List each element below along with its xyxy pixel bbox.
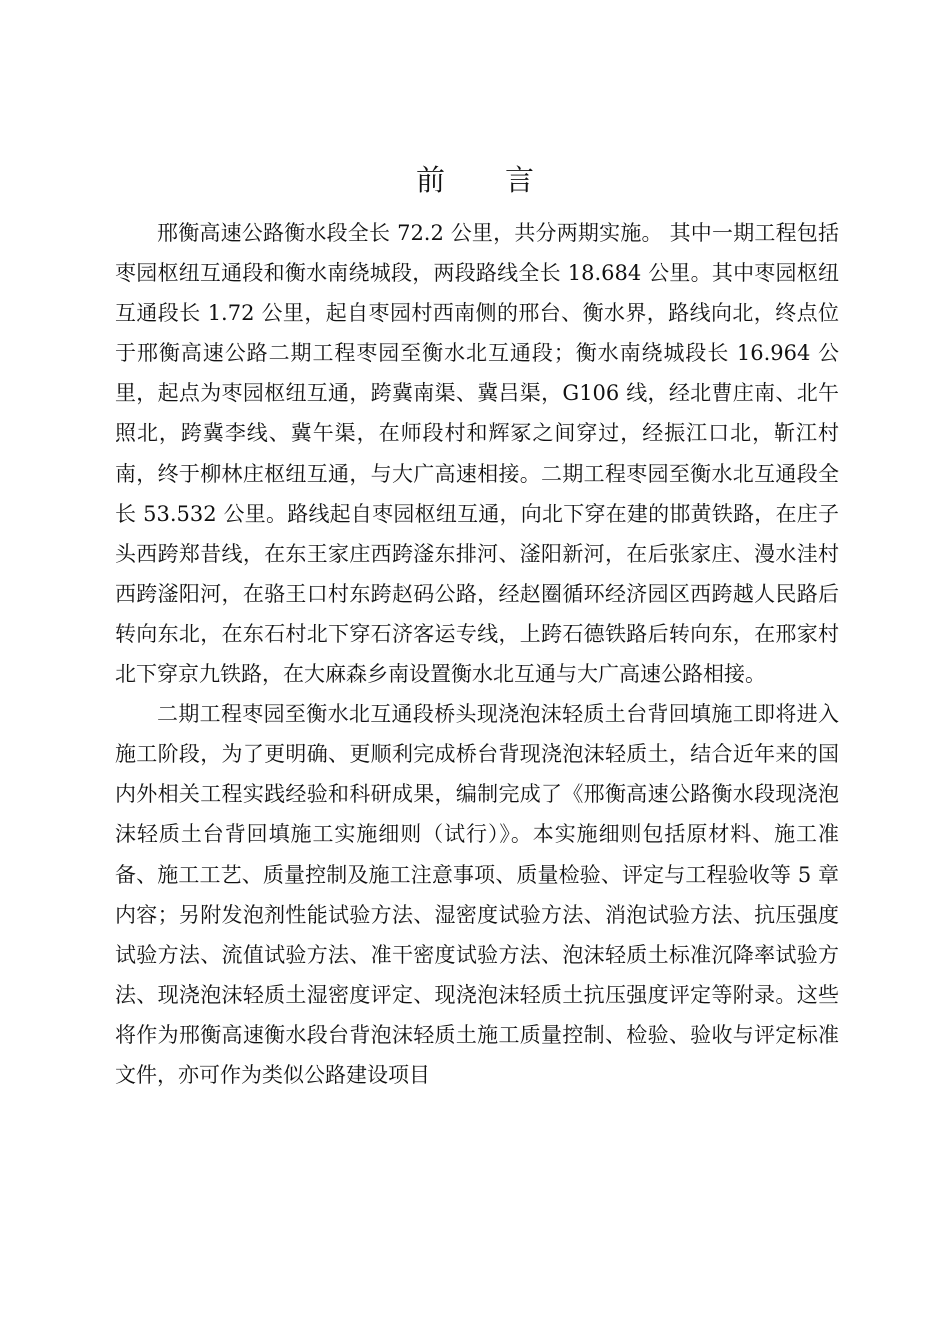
title-char-2: 言 (505, 163, 535, 197)
paragraph-2: 二期工程枣园至衡水北互通段桥头现浇泡沫轻质土台背回填施工即将进入施工阶段，为了更明确、更顺利完成桥台背现浇泡沫轻质土，结合近年来的国内外相关工程实践经验和科研成果，编制完成了《邢衡高速公路衡水段现浇泡沫轻质土台背回填施工实施细则（试行）》。本实施细则包括原材料、施工准备、施工工艺、质量控制及施工注意事项、质量检验、评定与工程验收等 5 章内容；另附发泡剂性能试验方法、湿密度试验方法、消泡试验方法、抗压强度试验方法、流值试验方法、准干密度试验方法、泡沫轻质土标准沉降率试验方法、现浇泡沫轻质土湿密度评定、现浇泡沫轻质土抗压强度评定等附录。这些将作为邢衡高速衡水段台背泡沫轻质土施工质量控制、检验、验收与评定标准文件，亦可作为类似公路建设项目 (115, 702, 839, 1087)
title-char-1: 前 (415, 163, 445, 197)
body-text (115, 213, 839, 1095)
paragraph-1: 邢衡高速公路衡水段全长 72.2 公里，共分两期实施。 其中一期工程包括枣园枢纽互通段和衡水南绕城段，两段路线全长 18.684 公里。其中枣园枢纽互通段长 1.72 公里，起自枣园村西南侧的邢台、衡水界，路线向北，终点位于邢衡高速公路二期工程枣园至衡水北互通段；衡水南绕城段长 16.964 公里，起点为枣园枢纽互通，跨冀南渠、冀吕渠，G106 线，经北曹庄南、北午照北，跨冀李线、冀午渠，在师段村和辉冢之间穿过，经振江口北，靳江村南，终于柳林庄枢纽互通，与大广高速相接。二期工程枣园至衡水北互通段全长 53.532 公里。路线起自枣园枢纽互通，向北下穿在建的邯黄铁路，在庄子头西跨郑昔线，在东王家庄西跨滏东排河、滏阳新河，在后张家庄、漫水洼村西跨滏阳河，在骆王口村东跨赵码公路，经赵圈循环经济园区西跨越人民路后转向东北，在东石村北下穿石济客运专线，上跨石德铁路后转向东，在邢家村北下穿京九铁路，在大麻森乡南设置衡水北互通与大广高速公路相接。 (115, 221, 839, 687)
page-title (0, 158, 950, 199)
